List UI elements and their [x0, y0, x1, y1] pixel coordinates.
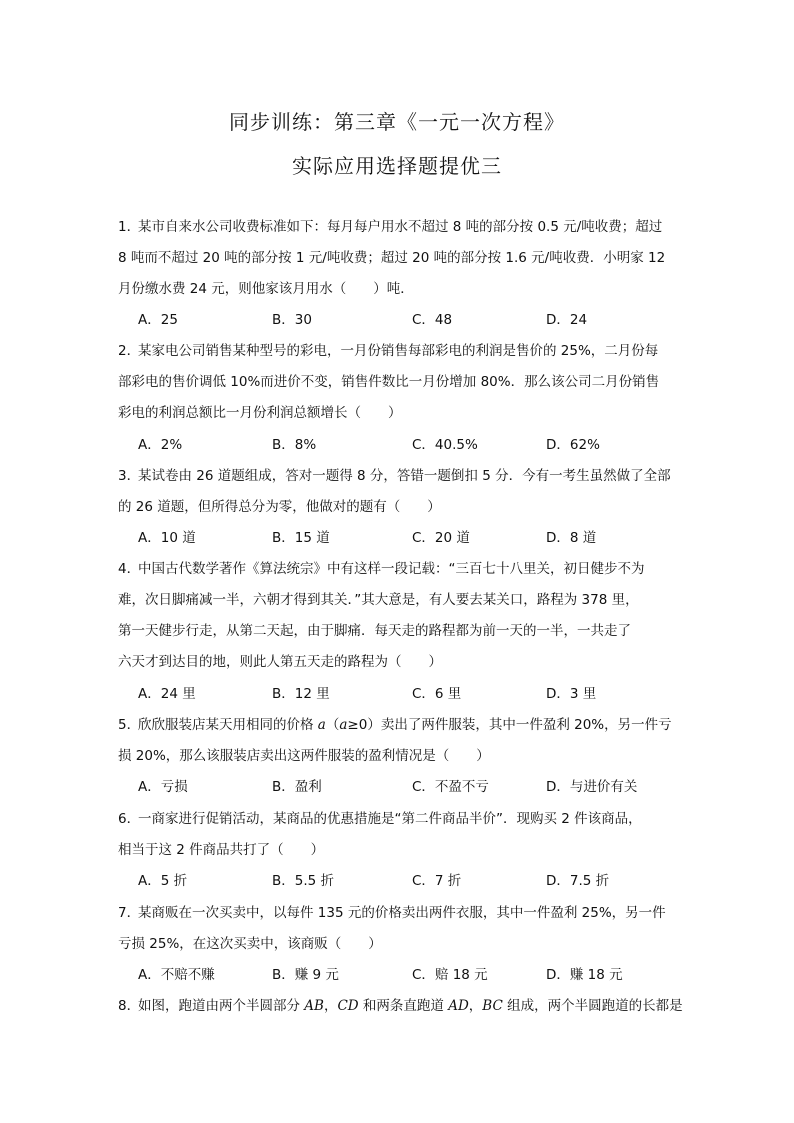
question-line: 4．中国古代数学著作《算法统宗》中有这样一段记载：“三百七十八里关，初日健步不为: [118, 554, 688, 585]
question-number: 3．: [118, 468, 141, 484]
option-d[interactable]: D．赚 18 元: [546, 967, 623, 983]
question-line: 月份缴水费 24 元，则他家该月用水（ ）吨．: [118, 281, 414, 297]
option-c[interactable]: C．20 道: [412, 530, 470, 546]
page-title: 同步训练：第三章《一元一次方程》: [229, 110, 565, 134]
option-b[interactable]: B．赚 9 元: [272, 967, 339, 983]
options-3: [138, 526, 698, 550]
option-d[interactable]: D．3 里: [546, 686, 597, 702]
option-d[interactable]: D．7.5 折: [546, 873, 610, 889]
question-line: 六天才到达目的地，则此人第五天走的路程为（ ）: [118, 654, 442, 670]
options-4: [138, 682, 698, 706]
variable-ab: AB: [304, 998, 324, 1014]
question-number: 5．: [118, 717, 141, 733]
question-line: 1．某市自来水公司收费标准如下：每月每户用水不超过 8 吨的部分按 0.5 元/吨收费；超过: [118, 212, 688, 243]
question-line: 的 26 道题，但所得总分为零，他做对的题有（ ）: [118, 499, 441, 515]
question-line: 7．某商贩在一次买卖中，以每件 135 元的价格卖出两件衣服，其中一件盈利 25%，另一件: [118, 898, 688, 929]
option-a[interactable]: A．2%: [138, 437, 183, 453]
option-c[interactable]: C．不盈不亏: [412, 779, 489, 795]
option-d[interactable]: D．62%: [546, 437, 600, 453]
question-line: 6．一商家进行促销活动，某商品的优惠措施是“第二件商品半价”．现购买 2 件该商品，: [118, 804, 688, 835]
question-4: [118, 554, 688, 678]
question-line: 5．欣欣服装店某天用相同的价格 a（a≥0）卖出了两件服装，其中一件盈利 20%，另一件亏: [118, 710, 688, 741]
option-b[interactable]: B．15 道: [272, 530, 330, 546]
option-a[interactable]: A．不赔不赚: [138, 967, 215, 983]
question-line: 难，次日脚痛减一半，六朝才得到其关．”其大意是，有人要去某关口，路程为 378 里，: [118, 592, 639, 608]
option-b[interactable]: B．12 里: [272, 686, 330, 702]
question-number: 1．: [118, 219, 141, 235]
options-7: [138, 963, 698, 987]
question-line: 部彩电的售价调低 10%而进价不变，销售件数比一月份增加 80%．那么该公司二月份销售: [118, 374, 660, 390]
variable-a: a: [317, 717, 326, 733]
option-d[interactable]: D．与进价有关: [546, 779, 638, 795]
option-a[interactable]: A．5 折: [138, 873, 188, 889]
question-2: [118, 336, 688, 429]
question-line: 8 吨而不超过 20 吨的部分按 1 元/吨收费；超过 20 吨的部分按 1.6 元/吨收费．小明家 12: [118, 250, 666, 266]
option-a[interactable]: A．亏损: [138, 779, 188, 795]
option-c[interactable]: C．40.5%: [412, 437, 478, 453]
option-d[interactable]: D．8 道: [546, 530, 597, 546]
options-1: [138, 308, 698, 332]
option-c[interactable]: C．6 里: [412, 686, 462, 702]
variable-cd: CD: [337, 998, 359, 1014]
option-b[interactable]: B．8%: [272, 437, 317, 453]
question-line: 彩电的利润总额比一月份利润总额增长（ ）: [118, 405, 402, 421]
question-5: [118, 710, 688, 772]
option-b[interactable]: B．30: [272, 312, 312, 328]
question-line: 2．某家电公司销售某种型号的彩电，一月份销售每部彩电的利润是售价的 25%，二月份每: [118, 336, 688, 367]
variable-ad: AD: [448, 998, 469, 1014]
option-a[interactable]: A．25: [138, 312, 178, 328]
option-a[interactable]: A．24 里: [138, 686, 196, 702]
question-line: 第一天健步行走，从第二天起，由于脚痛．每天走的路程都为前一天的一半，一共走了: [118, 623, 631, 639]
option-c[interactable]: C．赔 18 元: [412, 967, 488, 983]
variable-bc: BC: [482, 998, 503, 1014]
option-c[interactable]: C．48: [412, 312, 453, 328]
question-number: 4．: [118, 561, 141, 577]
question-number: 7．: [118, 905, 141, 921]
options-2: [138, 433, 698, 457]
question-number: 2．: [118, 343, 141, 359]
question-line: 亏损 25%，在这次买卖中，该商贩（ ）: [118, 936, 382, 952]
option-d[interactable]: D．24: [546, 312, 588, 328]
question-line: 8．如图，跑道由两个半圆部分 AB，CD 和两条直跑道 AD，BC 组成，两个半圆跑道的长都是: [118, 991, 688, 1022]
question-number: 6．: [118, 811, 141, 827]
page-subtitle: 实际应用选择题提优三: [292, 154, 502, 178]
options-5: [138, 775, 698, 799]
question-number: 8．: [118, 998, 141, 1014]
question-line: 3．某试卷由 26 道题组成，答对一题得 8 分，答错一题倒扣 5 分．今有一考生虽然做了全部: [118, 461, 688, 492]
question-3: [118, 461, 688, 523]
question-7: [118, 898, 688, 960]
question-6: [118, 804, 688, 866]
option-b[interactable]: B．5.5 折: [272, 873, 335, 889]
option-b[interactable]: B．盈利: [272, 779, 322, 795]
option-c[interactable]: C．7 折: [412, 873, 462, 889]
question-line: 相当于这 2 件商品共打了（ ）: [118, 842, 325, 858]
option-a[interactable]: A．10 道: [138, 530, 196, 546]
variable-a: a: [339, 717, 348, 733]
options-6: [138, 869, 698, 893]
question-1: [118, 212, 688, 305]
question-8: [118, 991, 688, 1022]
question-line: 损 20%，那么该服装店卖出这两件服装的盈利情况是（ ）: [118, 748, 490, 764]
